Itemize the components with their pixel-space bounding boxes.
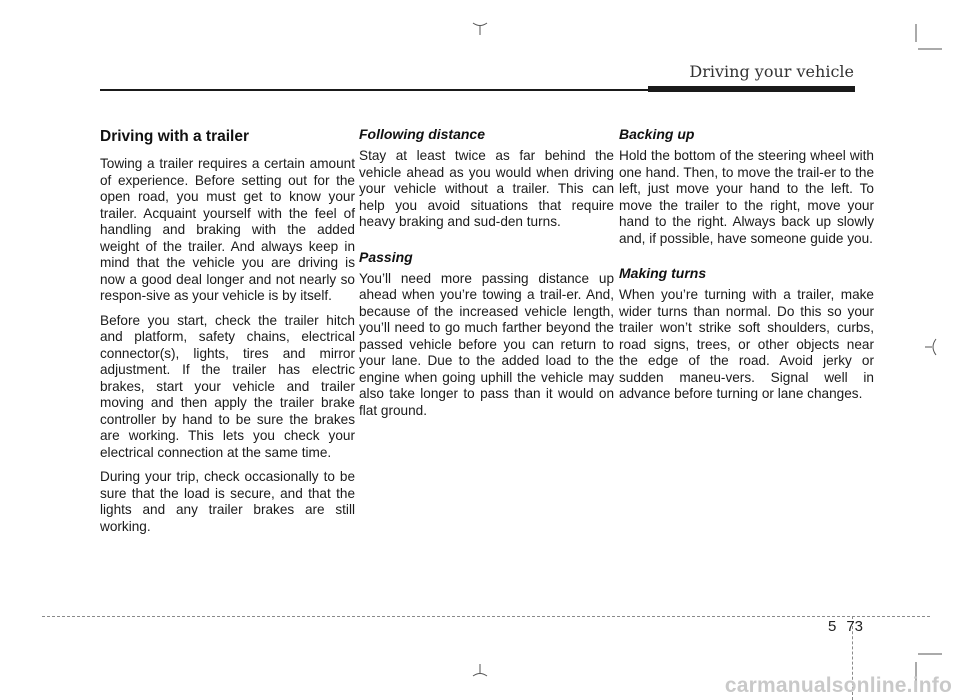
paragraph: When you’re turning with a trailer, make wider turns than normal. Do this so your trailer won’t strike soft shoulders, curbs, road signs, trees, or other objects near the edge of the road. Avoid jerky or sudden maneu-vers. Signal well in advance before turning or lane changes. [619,287,874,401]
column-1 [100,124,355,543]
heading-passing: Passing [359,248,413,265]
registration-mark-bottom [472,663,488,677]
footer-divider [42,616,930,617]
section-header: Driving your vehicle [689,62,854,81]
paragraph: During your trip, check occasionally to be sure that the load is secure, and that the lights and any trailer brakes are still working. [100,469,355,534]
paragraph: Hold the bottom of the steering wheel with one hand. Then, to move the trail-er to the left, just move your hand to the left. To move the trailer to the right, move your hand to the right. Always back up slowly and, if possible, have someone guide you. [619,148,874,246]
page-number [828,618,863,635]
heading-backing-up: Backing up [619,126,695,142]
column-3 [619,124,874,411]
registration-mark-right [924,338,938,356]
paragraph: Stay at least twice as far behind the vehicle ahead as you would when driving your vehicle without a trailer. This can help you avoid situations that require heavy braking and sud-den turns. [359,148,614,229]
chapter-number: 5 [828,618,837,635]
heading-driving-with-trailer: Driving with a trailer [100,128,250,145]
crop-mark-top-right [912,24,942,50]
paragraph: Before you start, check the trailer hitch and platform, safety chains, electrical connector(s), lights, tires and mirror adjustment. If the trailer has electric brakes, start your vehicle and trailer moving and then apply the trailer brake controller by hand to be sure the brakes are working. This lets you check your electrical connection at the same time. [100,312,355,460]
paragraph: Towing a trailer requires a certain amount of experience. Before setting out for the open road, you must get to know your trailer. Acquaint yourself with the feel of handling and braking with the added weight of the trailer. And always keep in mind that the vehicle you are driving is now a good deal longer and not nearly so respon-sive as your vehicle is by itself. [100,156,355,303]
page-number-value: 73 [846,618,864,635]
heading-making-turns: Making turns [619,265,707,281]
registration-mark-top [472,22,488,36]
header-rule [100,89,648,91]
column-2 [359,124,614,427]
heading-following-distance: Following distance [359,126,486,142]
header-rule-accent [648,86,855,92]
paragraph: You’ll need more passing distance up ahead when you’re towing a trail-er. And, because of the increased vehicle length, you’ll need to go much farther beyond the passed vehicle before you can return to your lane. Due to the added load to the engine when going uphill the vehicle may also take longer to pass than it would on flat ground. [359,270,614,418]
watermark: carmanualsonline.info [724,674,952,697]
